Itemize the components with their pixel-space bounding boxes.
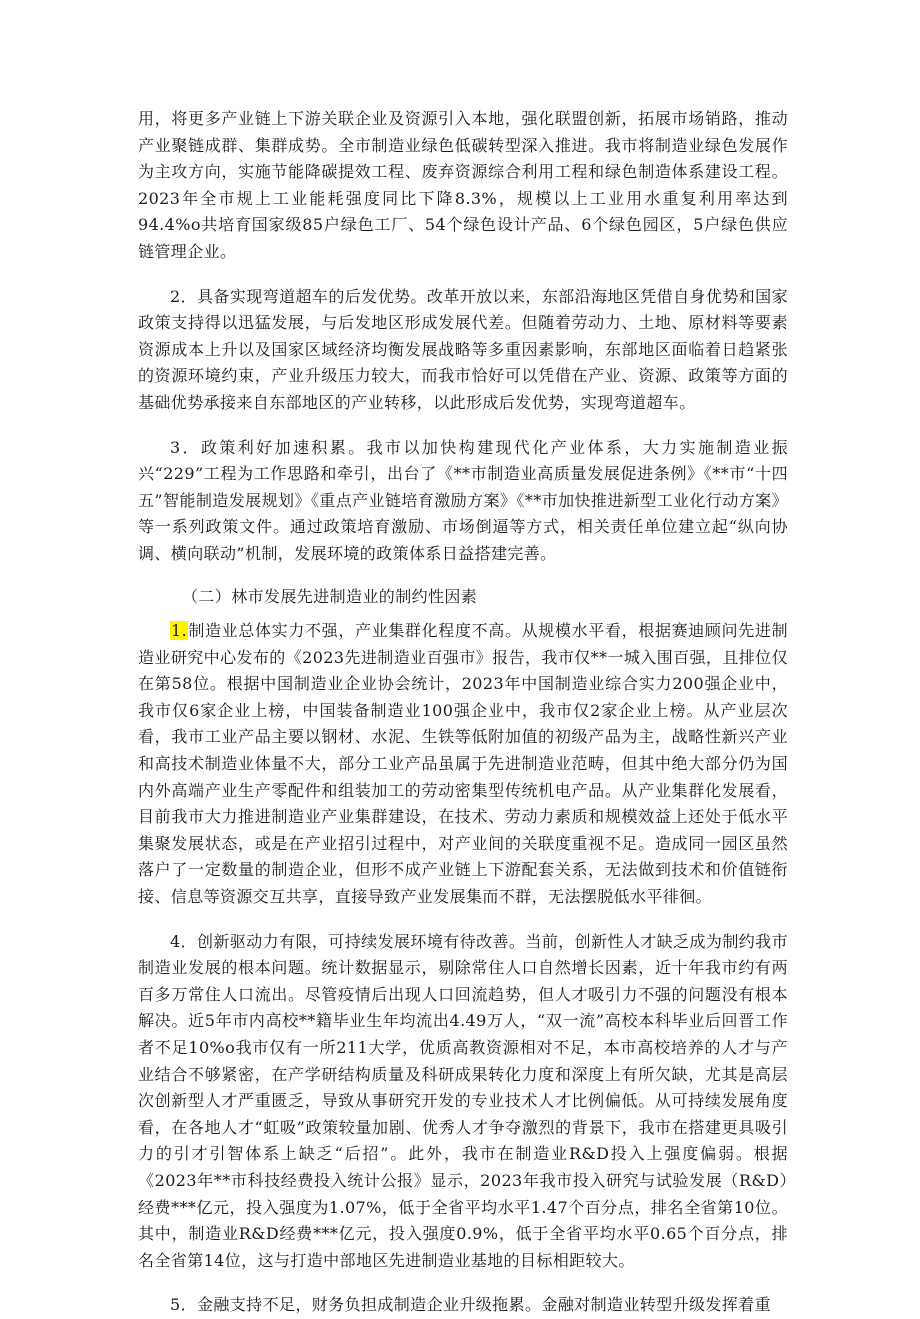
paragraph-4: 4．创新驱动力有限，可持续发展环境有待改善。当前，创新性人才缺乏成为制约我市制造业发展的根本问题。统计数据显示，剔除常住人口自然增长因素，近十年我市约有两百多万常住人口流出。尽管疫情后出现人口回流趋势，但人才吸引力不强的问题没有根本解决。近5年市内高校**籍毕业生年均流出4.49万人，“双一流”高校本科毕业后回晋工作者不足10%o我市仅有一所211大学，优质高教资源相对不足，本市高校培养的人才与产业结合不够紧密，在产学研结构质量及科研成果转化力度和深度上有所欠缺，尤其是高层次创新型人才严重匮乏，导致从事研究开发的专业技术人才比例偏低。从可持续发展角度看，在各地人才“虹吸”政策较量加剧、优秀人才争夺激烈的背景下，我市在搭建更具吸引力的引才引智体系上缺乏“后招”。此外，我市在制造业R&D投入上强度偏弱。根据《2023年**市科技经费投入统计公报》显示，2023年我市投入研究与试验发展（R&D）经费***亿元，投入强度为1.07%，低于全省平均水平1.47个百分点，排名全省第10位。其中，制造业R&D经费***亿元，投入强度0.9%，低于全省平均水平0.65个百分点，排名全省第14位，这与打造中部地区先进制造业基地的目标相距较大。 <box>138 931 788 1270</box>
paragraph-0: 用，将更多产业链上下游关联企业及资源引入本地，强化联盟创新，拓展市场销路，推动产业聚链成群、集群成势。全市制造业绿色低碳转型深入推进。我市将制造业绿色发展作为主攻方向，实施节能降碳提效工程、废弃资源综合利用工程和绿色制造体系建设工程。2023年全市规上工业能耗强度同比下降8.3%，规模以上工业用水重复利用率达到94.4%o共培育国家级85户绿色工厂、54个绿色设计产品、6个绿色园区，5户绿色供应链管理企业。 <box>138 109 788 261</box>
document-page <box>138 106 788 1319</box>
paragraph-1: 2．具备实现弯道超车的后发优势。改革开放以来，东部沿海地区凭借自身优势和国家政策支持得以迅猛发展，与后发地区形成发展代差。但随着劳动力、土地、原材料等要素资源成本上升以及国家区域经济均衡发展战略等多重因素影响，东部地区面临着日趋紧张的资源环境约束，产业升级压力较大，而我市恰好可以凭借在产业、资源、政策等方面的基础优势承接来自东部地区的产业转移，以此形成后发优势，实现弯道超车。 <box>138 286 788 412</box>
paragraph-3-text: 制造业总体实力不强，产业集群化程度不高。从规模水平看，根据赛迪顾问先进制造业研究中心发布的《2023先进制造业百强市》报告，我市仅**一城入围百强，且排位仅在第58位。根据中国制造业企业协会统计，2023年中国制造业综合实力200强企业中，我市仅6家企业上榜，中国装备制造业100强企业中，我市仅2家企业上榜。从产业层次看，我市工业产品主要以钢材、水泥、生铁等低附加值的初级产品为主，战略性新兴产业和高技术制造业体量不大，部分工业产品虽属于先进制造业范畴，但其中绝大部分仍为国内外高端产业生产零配件和组装加工的劳动密集型传统机电产品。从产业集群化发展看，目前我市大力推进制造业产业集群建设，在技术、劳动力素质和规模效益上还处于低水平集聚发展状态，或是在产业招引过程中，对产业间的关联度重视不足。造成同一园区虽然落户了一定数量的制造企业，但形不成产业链上下游配套关系，无法做到技术和价值链衔接、信息等资源交互共享，直接导致产业发展集而不群，无法摆脱低水平徘徊。 <box>138 621 788 907</box>
paragraph-5: 5．金融支持不足，财务负担成制造企业升级拖累。金融对制造业转型升级发挥着重 <box>170 1295 771 1315</box>
paragraph-3 <box>138 618 788 911</box>
highlighted-item-number: 1. <box>171 621 188 641</box>
paragraph-2: 3．政策利好加速积累。我市以加快构建现代化产业体系，大力实施制造业振兴“229”工程为工作思路和牵引，出台了《**市制造业高质量发展促进条例》《**市“十四五”智能制造发展规划》《重点产业链培育激励方案》《**市加快推进新型工业化行动方案》等一系列政策文件。通过政策培育激励、市场倒逼等方式，相关责任单位建立起“纵向协调、横向联动”机制，发展环境的政策体系日益搭建完善。 <box>138 437 788 563</box>
section-subheading: （二）林市发展先进制造业的制约性因素 <box>182 586 478 606</box>
